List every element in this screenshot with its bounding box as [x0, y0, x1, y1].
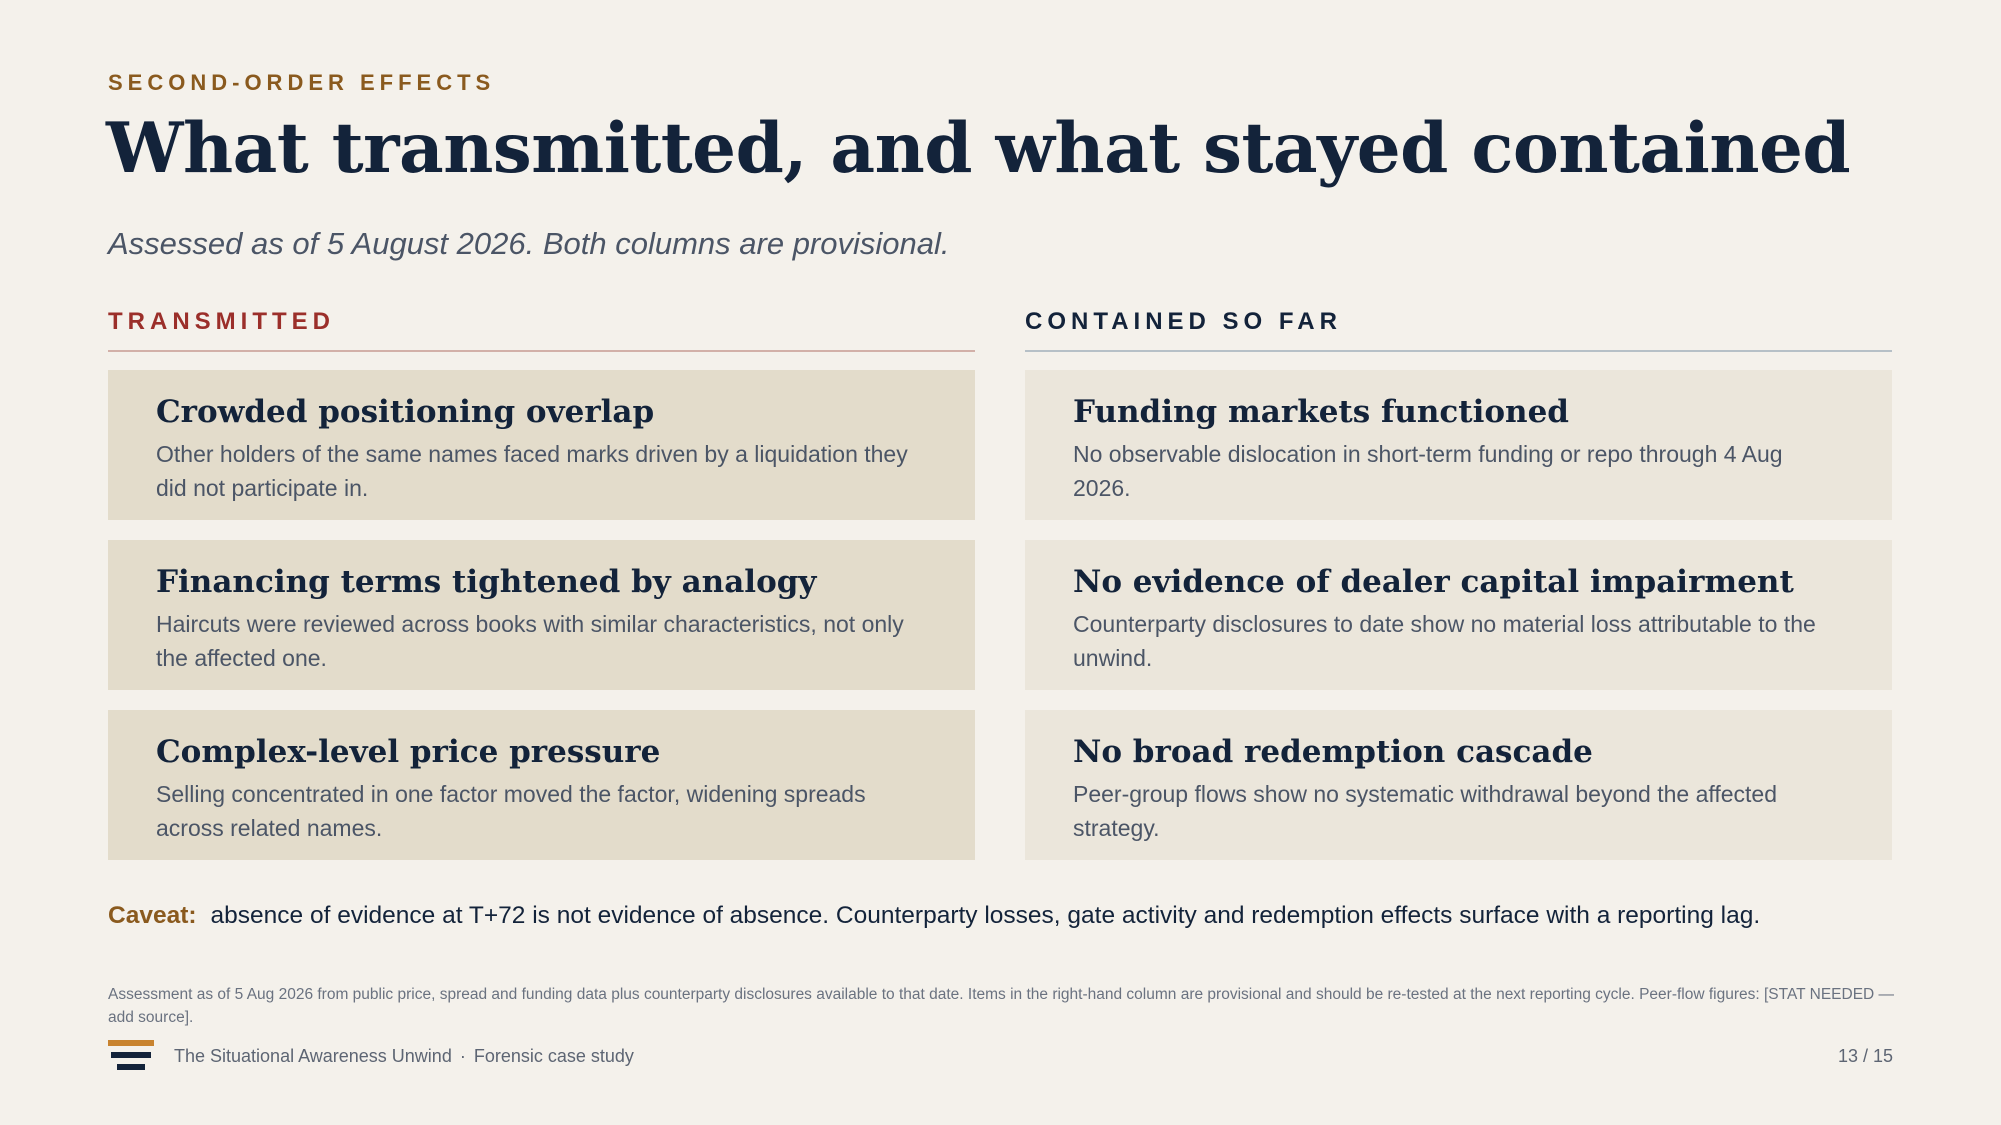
eyebrow-label: SECOND-ORDER EFFECTS [108, 70, 496, 95]
transmitted-card [108, 540, 975, 690]
caveat-text: absence of evidence at T+72 is not evidence of absence. Counterparty losses, gate activity and redemption effects surface with a reporting lag. [210, 902, 1761, 929]
footnote: Assessment as of 5 Aug 2026 from public price, spread and funding data plus counterparty disclosures available to that date. Items in the right-hand column are provisional and should be re-tested at the next reporting cycle. Peer-flow figures: [STAT NEEDED — add source]. [108, 986, 1895, 1026]
stacked-bars-logo-icon [108, 1040, 154, 1072]
footer-text [174, 1046, 634, 1067]
card-body: Counterparty disclosures to date show no material loss attributable to the unwind. [1073, 611, 1816, 671]
card-body: No observable dislocation in short-term funding or repo through 4 Aug 2026. [1073, 441, 1783, 501]
transmitted-card [108, 710, 975, 860]
card-title: Financing terms tightened by analogy [156, 564, 817, 600]
card-body: Haircuts were reviewed across books with similar characteristics, not only the affected one. [156, 611, 904, 671]
card-title: Crowded positioning overlap [156, 394, 655, 430]
deck-title: The Situational Awareness Unwind [174, 1046, 452, 1066]
contained-card [1025, 370, 1892, 520]
card-title: Funding markets functioned [1073, 394, 1569, 430]
footer [108, 1038, 1893, 1072]
caveat [108, 902, 1760, 930]
card-title: Complex-level price pressure [156, 734, 661, 770]
section-name: Forensic case study [473, 1046, 634, 1066]
transmitted-heading: TRANSMITTED [108, 306, 975, 352]
contained-column [1025, 306, 1892, 860]
card-title: No evidence of dealer capital impairment [1073, 564, 1794, 600]
contained-heading: CONTAINED SO FAR [1025, 306, 1892, 352]
footer-separator: · [459, 1046, 466, 1066]
contained-card [1025, 540, 1892, 690]
card-body: Selling concentrated in one factor moved the factor, widening spreads across related names. [156, 781, 866, 841]
page-number: 13 / 15 [1837, 1046, 1893, 1066]
card-title: No broad redemption cascade [1073, 734, 1593, 770]
slide-title: What transmitted, and what stayed contained [106, 108, 1851, 189]
caveat-label: Caveat: [108, 902, 197, 929]
card-body: Other holders of the same names faced marks driven by a liquidation they did not participate in. [156, 441, 908, 501]
transmitted-card [108, 370, 975, 520]
card-body: Peer-group flows show no systematic withdrawal beyond the affected strategy. [1073, 781, 1778, 841]
transmitted-column [108, 306, 975, 860]
contained-card [1025, 710, 1892, 860]
slide-subtitle: Assessed as of 5 August 2026. Both columns are provisional. [108, 226, 950, 261]
